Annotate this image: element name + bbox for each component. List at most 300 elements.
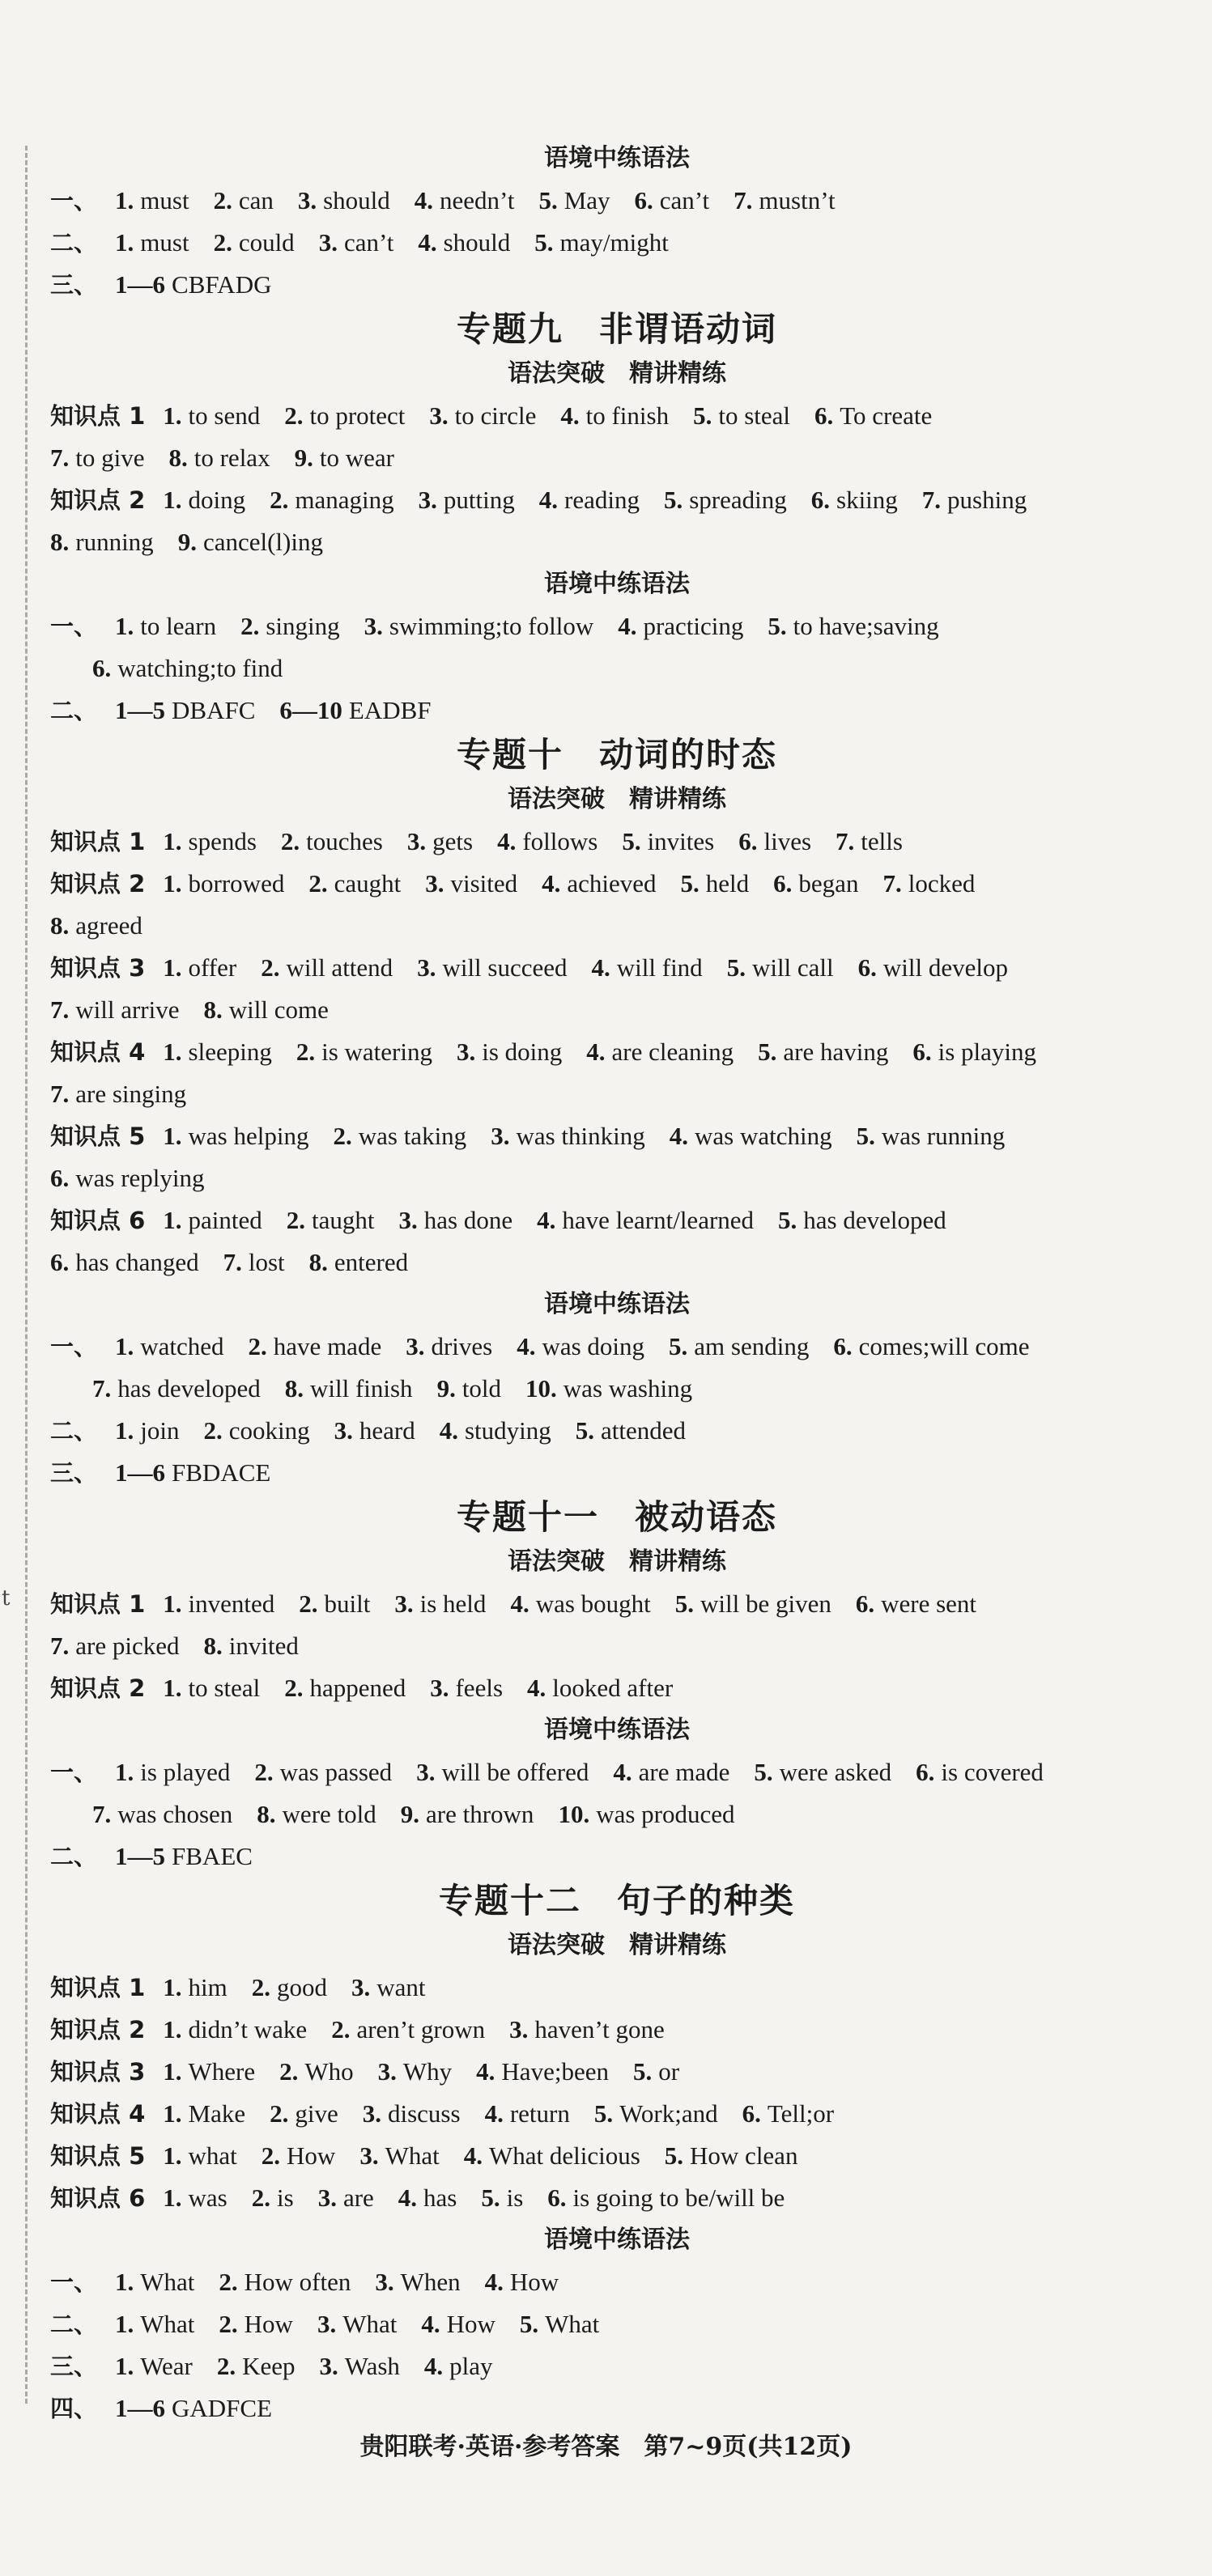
answer-number: 6. xyxy=(855,1589,875,1618)
answer-text: want xyxy=(376,1973,426,2001)
answer-text: is xyxy=(277,2183,294,2212)
topic-heading: 专题十二 句子的种类 xyxy=(438,1881,795,1920)
answer-text: told xyxy=(461,1374,502,1403)
answer-number: 4. xyxy=(613,1758,632,1786)
answer-line xyxy=(50,2051,1184,2093)
answer-text: spreading xyxy=(689,486,787,514)
answer-item xyxy=(378,2051,453,2093)
answer-number: 7. xyxy=(50,995,70,1024)
answer-text: locked xyxy=(908,869,976,898)
answer-item xyxy=(320,2345,400,2387)
answer-line-label: 知识点 6 xyxy=(50,1207,146,1234)
answer-text: will come xyxy=(228,995,329,1024)
answer-number: 3. xyxy=(416,1758,436,1786)
answer-text: haven’t gone xyxy=(534,2015,665,2043)
answer-line xyxy=(50,1452,1184,1494)
answer-line xyxy=(50,1583,1184,1625)
answer-item xyxy=(261,947,393,989)
answer-text: were asked xyxy=(779,1758,892,1786)
answer-line xyxy=(50,1073,1184,1115)
answer-number: 1. xyxy=(115,1416,134,1445)
answer-text: visited xyxy=(450,869,518,898)
answer-item xyxy=(485,2093,570,2135)
answer-number: 7. xyxy=(50,1632,70,1660)
answer-number: 1—6 xyxy=(115,1458,166,1487)
answer-text: managing xyxy=(295,486,394,514)
answer-line-label: 知识点 2 xyxy=(50,486,146,514)
answer-text: caught xyxy=(334,869,402,898)
answer-number: 2. xyxy=(213,228,232,257)
answer-item xyxy=(399,1199,513,1241)
answer-number: 2. xyxy=(280,827,300,855)
answer-item xyxy=(115,690,255,732)
answer-text: will be given xyxy=(700,1589,831,1618)
answer-number: 2. xyxy=(284,401,304,430)
answer-item xyxy=(284,1667,406,1709)
answer-item xyxy=(734,180,835,222)
answer-line xyxy=(50,1326,1184,1368)
answer-text: skiing xyxy=(836,486,898,514)
answer-text: was produced xyxy=(596,1800,735,1828)
answer-number: 10. xyxy=(525,1374,557,1403)
answer-item xyxy=(317,2303,397,2345)
answer-item xyxy=(252,2177,294,2219)
answer-text: invites xyxy=(647,827,715,855)
answer-item xyxy=(622,821,714,863)
answer-text: were sent xyxy=(881,1589,977,1618)
answer-item xyxy=(50,905,142,947)
answer-text: am sending xyxy=(694,1332,810,1360)
answer-item xyxy=(219,2303,293,2345)
answer-number: 7. xyxy=(92,1800,112,1828)
answer-text: singing xyxy=(266,612,340,640)
answer-line xyxy=(50,690,1184,732)
answer-line xyxy=(50,1667,1184,1709)
answer-item xyxy=(576,1410,686,1452)
answer-number: 3. xyxy=(375,2268,394,2296)
answer-number: 5. xyxy=(680,869,700,898)
answer-item xyxy=(429,395,536,437)
answer-line xyxy=(50,821,1184,863)
answer-item xyxy=(857,1115,1006,1157)
answer-text: to finish xyxy=(585,401,670,430)
answer-number: 5. xyxy=(693,401,712,430)
answer-number: 6. xyxy=(547,2183,567,2212)
answer-item xyxy=(163,479,245,521)
answer-number: 2. xyxy=(213,186,232,214)
answer-text: was bought xyxy=(535,1589,651,1618)
answer-number: 4. xyxy=(463,2141,483,2170)
answer-item xyxy=(542,863,656,905)
answer-text: painted xyxy=(188,1206,262,1234)
answer-line xyxy=(50,2261,1184,2303)
answer-item xyxy=(299,1583,370,1625)
answer-line-label: 知识点 1 xyxy=(50,1974,146,2001)
answer-line-label: 知识点 1 xyxy=(50,402,146,430)
answer-number: 3. xyxy=(398,1206,418,1234)
answer-item xyxy=(693,395,790,437)
answer-text: comes;will come xyxy=(858,1332,1030,1360)
answer-text: entered xyxy=(334,1248,409,1276)
answer-number: 3. xyxy=(377,2057,397,2086)
answer-line xyxy=(50,947,1184,989)
answer-text: touches xyxy=(306,827,383,855)
answer-item xyxy=(417,947,567,989)
answer-item xyxy=(527,1667,673,1709)
answer-item xyxy=(539,479,640,521)
answer-item xyxy=(287,1199,375,1241)
section-subheading: 语法突破 精讲精练 xyxy=(508,359,726,388)
answer-item xyxy=(219,2261,351,2303)
answer-text: has developed xyxy=(803,1206,946,1234)
answer-text: was washing xyxy=(563,1374,693,1403)
answer-text: FBAEC xyxy=(172,1842,253,1870)
answer-text: can xyxy=(238,186,274,214)
answer-line-label: 知识点 5 xyxy=(50,2142,146,2170)
answer-item xyxy=(298,180,390,222)
answer-text: follows xyxy=(522,827,598,855)
answer-text: to steal xyxy=(718,401,791,430)
answer-item xyxy=(525,1368,692,1410)
answer-number: 4. xyxy=(484,2099,504,2128)
answer-item xyxy=(836,821,903,863)
answer-number: 4. xyxy=(476,2057,495,2086)
answer-number: 6. xyxy=(912,1038,932,1066)
answer-text: are xyxy=(342,2183,374,2212)
answer-item xyxy=(92,647,283,690)
answer-number: 2. xyxy=(254,1758,274,1786)
answer-item xyxy=(665,2135,798,2177)
answer-number: 2. xyxy=(251,1973,271,2001)
answer-number: 7. xyxy=(92,1374,112,1403)
answer-line-label: 二、 xyxy=(50,1843,98,1870)
answer-text: What xyxy=(385,2141,440,2170)
answer-item xyxy=(50,437,145,479)
answer-text: feels xyxy=(455,1674,504,1702)
answer-text: drives xyxy=(431,1332,493,1360)
answer-item xyxy=(249,1326,382,1368)
answer-text: is doing xyxy=(482,1038,563,1066)
answer-number: 1. xyxy=(163,1589,182,1618)
answer-text: were told xyxy=(282,1800,376,1828)
answer-text: have made xyxy=(273,1332,382,1360)
answer-text: happened xyxy=(309,1674,406,1702)
answer-number: 4. xyxy=(669,1122,688,1150)
answer-item xyxy=(363,2093,461,2135)
answer-text: join xyxy=(140,1416,180,1445)
answer-text: To create xyxy=(840,401,933,430)
answer-number: 2. xyxy=(296,1038,316,1066)
answer-number: 1. xyxy=(115,228,134,257)
answer-item xyxy=(742,2093,834,2135)
answer-text: doing xyxy=(188,486,246,514)
answer-number: 5. xyxy=(534,228,554,257)
answer-line-label: 三、 xyxy=(50,271,98,299)
answer-line xyxy=(50,395,1184,437)
answer-item xyxy=(262,2135,336,2177)
answer-item xyxy=(457,1031,562,1073)
answer-number: 8. xyxy=(168,443,188,472)
answer-text: should xyxy=(443,228,511,257)
answer-number: 4. xyxy=(517,1332,536,1360)
answer-item xyxy=(419,479,515,521)
answer-item xyxy=(406,1326,492,1368)
answer-number: 1—6 xyxy=(115,270,166,299)
answer-text: gets xyxy=(432,827,474,855)
answer-item xyxy=(618,605,743,647)
answer-text: lives xyxy=(763,827,812,855)
answer-item xyxy=(204,989,329,1031)
answer-item xyxy=(163,1583,274,1625)
answer-item xyxy=(50,1073,186,1115)
answer-line xyxy=(50,2093,1184,2135)
answer-number: 6. xyxy=(833,1332,853,1360)
section-subheading: 语法突破 精讲精练 xyxy=(508,785,726,813)
answer-number: 1. xyxy=(163,1674,182,1702)
answer-item xyxy=(223,1241,285,1284)
answer-text: How often xyxy=(244,2268,351,2296)
answer-text: return xyxy=(509,2099,570,2128)
answer-line xyxy=(50,1835,1184,1878)
answer-text: to give xyxy=(75,443,145,472)
answer-text: will be offered xyxy=(441,1758,589,1786)
answer-item xyxy=(425,863,517,905)
answer-text: FBDACE xyxy=(172,1458,271,1487)
answer-item xyxy=(359,2135,439,2177)
answer-text: How clean xyxy=(690,2141,798,2170)
section-subheading: 语法突破 精讲精练 xyxy=(508,1547,726,1576)
page-footer: 贵阳联考·英语·参考答案 第7~9页(共12页) xyxy=(359,2433,853,2461)
answer-number: 7. xyxy=(921,486,942,514)
answer-item xyxy=(754,1751,891,1793)
answer-number: 5. xyxy=(674,1589,695,1618)
answer-item xyxy=(115,2345,193,2387)
answer-line-label: 一、 xyxy=(50,187,98,214)
answer-item xyxy=(163,1667,260,1709)
answer-number: 1. xyxy=(115,2268,134,2296)
answer-number: 5. xyxy=(593,2099,614,2128)
answer-item xyxy=(430,1667,503,1709)
answer-item xyxy=(285,1368,413,1410)
answer-item xyxy=(485,2261,559,2303)
topic-heading: 专题十 动词的时态 xyxy=(456,735,777,774)
answer-item xyxy=(163,1115,308,1157)
answer-text: will attend xyxy=(286,953,393,982)
answer-number: 2. xyxy=(331,2015,351,2043)
answer-text: have learnt/learned xyxy=(562,1206,755,1234)
answer-number: 6. xyxy=(50,1164,70,1192)
answer-item xyxy=(115,1835,253,1878)
answer-item xyxy=(547,2177,785,2219)
answer-text: held xyxy=(705,869,750,898)
answer-text: to relax xyxy=(193,443,270,472)
answer-line-label: 二、 xyxy=(50,697,98,724)
answer-item xyxy=(481,2177,523,2219)
answer-line xyxy=(50,1199,1184,1241)
answer-line xyxy=(50,2345,1184,2387)
answer-line-label: 知识点 4 xyxy=(50,1038,146,1066)
answer-item xyxy=(464,2135,640,2177)
answer-text: began xyxy=(798,869,859,898)
answer-text: has changed xyxy=(75,1248,199,1276)
answer-text: agreed xyxy=(75,911,142,940)
answer-item xyxy=(509,2009,665,2051)
answer-line xyxy=(50,1751,1184,1793)
answer-text: must xyxy=(140,186,189,214)
answer-text: attended xyxy=(601,1416,687,1445)
answer-text: or xyxy=(658,2057,680,2086)
answer-line-label: 知识点 2 xyxy=(50,2016,146,2043)
answer-number: 8. xyxy=(203,995,223,1024)
answer-text: didn’t wake xyxy=(188,2015,308,2043)
answer-item xyxy=(669,1326,809,1368)
answer-text: to wear xyxy=(319,443,394,472)
answer-item xyxy=(586,1031,734,1073)
answer-item xyxy=(681,863,750,905)
section-subheading: 语境中练语法 xyxy=(544,1290,690,1318)
answer-number: 1. xyxy=(163,1206,182,1234)
answer-text: achieved xyxy=(567,869,657,898)
answer-number: 2. xyxy=(240,612,260,640)
answer-number: 1. xyxy=(163,1038,182,1066)
answer-item xyxy=(92,1793,232,1835)
answer-number: 5. xyxy=(754,1758,773,1786)
answer-text: may/might xyxy=(559,228,669,257)
section-subheading: 语境中练语法 xyxy=(544,570,690,598)
answer-number: 1. xyxy=(115,2352,134,2380)
answer-number: 5. xyxy=(856,1122,875,1150)
answer-number: 1. xyxy=(163,2099,182,2128)
answer-number: 4. xyxy=(586,1038,606,1066)
answer-number: 5. xyxy=(632,2057,653,2086)
answer-number: 2. xyxy=(251,2183,270,2212)
answer-text: cancel(l)ing xyxy=(202,528,323,556)
answer-text: Tell;or xyxy=(767,2099,835,2128)
answer-item xyxy=(309,1241,408,1284)
answer-text: is played xyxy=(140,1758,231,1786)
answer-number: 4. xyxy=(618,612,637,640)
answer-number: 4. xyxy=(421,2310,440,2338)
answer-line-label: 知识点 3 xyxy=(50,2058,146,2086)
answer-number: 1—5 xyxy=(115,696,166,724)
answer-item xyxy=(364,605,594,647)
answer-number: 6. xyxy=(742,2099,761,2128)
answer-number: 2. xyxy=(270,486,289,514)
answer-text: EADBF xyxy=(348,696,432,724)
answer-number: 2. xyxy=(261,2141,281,2170)
answer-number: 3. xyxy=(429,401,449,430)
answer-text: watched xyxy=(140,1332,224,1360)
answer-text: was watching xyxy=(695,1122,832,1150)
answer-item xyxy=(592,947,703,989)
answer-line-label: 三、 xyxy=(50,1459,98,1487)
answer-text: to send xyxy=(188,401,261,430)
answer-text: invited xyxy=(228,1632,299,1660)
answer-text: Have;been xyxy=(501,2057,609,2086)
binding-dashed-line xyxy=(25,146,28,2404)
answer-item xyxy=(115,2261,194,2303)
answer-item xyxy=(163,1031,272,1073)
answer-text: What xyxy=(140,2268,195,2296)
answer-text: was thinking xyxy=(516,1122,645,1150)
answer-number: 1. xyxy=(163,2141,182,2170)
answer-item xyxy=(538,180,610,222)
answer-item xyxy=(252,1967,327,2009)
answer-item xyxy=(163,947,236,989)
answer-number: 4. xyxy=(527,1674,546,1702)
answer-text: Keep xyxy=(242,2352,296,2380)
topic-heading: 专题十一 被动语态 xyxy=(456,1497,777,1537)
answer-text: built xyxy=(324,1589,371,1618)
answer-text: What xyxy=(140,2310,195,2338)
answer-item xyxy=(675,1583,831,1625)
answer-line xyxy=(50,1793,1184,1835)
answer-number: 3. xyxy=(334,1416,353,1445)
answer-text: are having xyxy=(783,1038,889,1066)
answer-text: to protect xyxy=(309,401,406,430)
answer-text: will succeed xyxy=(442,953,568,982)
answer-item xyxy=(635,180,710,222)
answer-item xyxy=(833,1326,1029,1368)
answer-item xyxy=(858,947,1008,989)
answer-text: Where xyxy=(188,2057,256,2086)
answer-text: to have;saving xyxy=(793,612,939,640)
answer-number: 6. xyxy=(773,869,793,898)
answer-line xyxy=(50,222,1184,264)
answer-item xyxy=(510,1583,650,1625)
answer-item xyxy=(50,521,154,563)
answer-line-label: 知识点 1 xyxy=(50,1590,146,1618)
answer-item xyxy=(203,1625,298,1667)
answer-text: borrowed xyxy=(188,869,285,898)
answer-text: has developed xyxy=(117,1374,261,1403)
answer-number: 3. xyxy=(317,2310,337,2338)
answer-number: 6. xyxy=(857,953,877,982)
answer-item xyxy=(670,1115,832,1157)
answer-item xyxy=(257,1793,376,1835)
answer-text: can’t xyxy=(659,186,710,214)
answer-text: Wash xyxy=(344,2352,400,2380)
answer-item xyxy=(115,264,271,306)
answer-item xyxy=(394,1583,486,1625)
answer-text: sleeping xyxy=(188,1038,272,1066)
answer-number: 5. xyxy=(768,612,787,640)
answer-item xyxy=(163,863,284,905)
answer-number: 1. xyxy=(163,486,182,514)
answer-item xyxy=(758,1031,888,1073)
answer-item xyxy=(437,1368,501,1410)
answer-text: what xyxy=(188,2141,237,2170)
answer-text: has done xyxy=(423,1206,513,1234)
answer-text: was taking xyxy=(358,1122,467,1150)
answer-item xyxy=(163,395,260,437)
answer-text: tells xyxy=(861,827,903,855)
answer-text: studying xyxy=(464,1416,551,1445)
answer-item xyxy=(331,2009,485,2051)
answer-number: 3. xyxy=(364,612,383,640)
answer-item xyxy=(92,1368,261,1410)
section-subheading: 语境中练语法 xyxy=(544,2226,690,2254)
answer-text: was replying xyxy=(75,1164,205,1192)
answer-item xyxy=(50,989,180,1031)
answer-item xyxy=(163,2135,237,2177)
section-subheading: 语境中练语法 xyxy=(544,1716,690,1744)
answer-number: 4. xyxy=(591,953,610,982)
answer-number: 5. xyxy=(663,486,683,514)
answer-item xyxy=(163,821,257,863)
answer-item xyxy=(537,1199,754,1241)
answer-line xyxy=(50,1157,1184,1199)
